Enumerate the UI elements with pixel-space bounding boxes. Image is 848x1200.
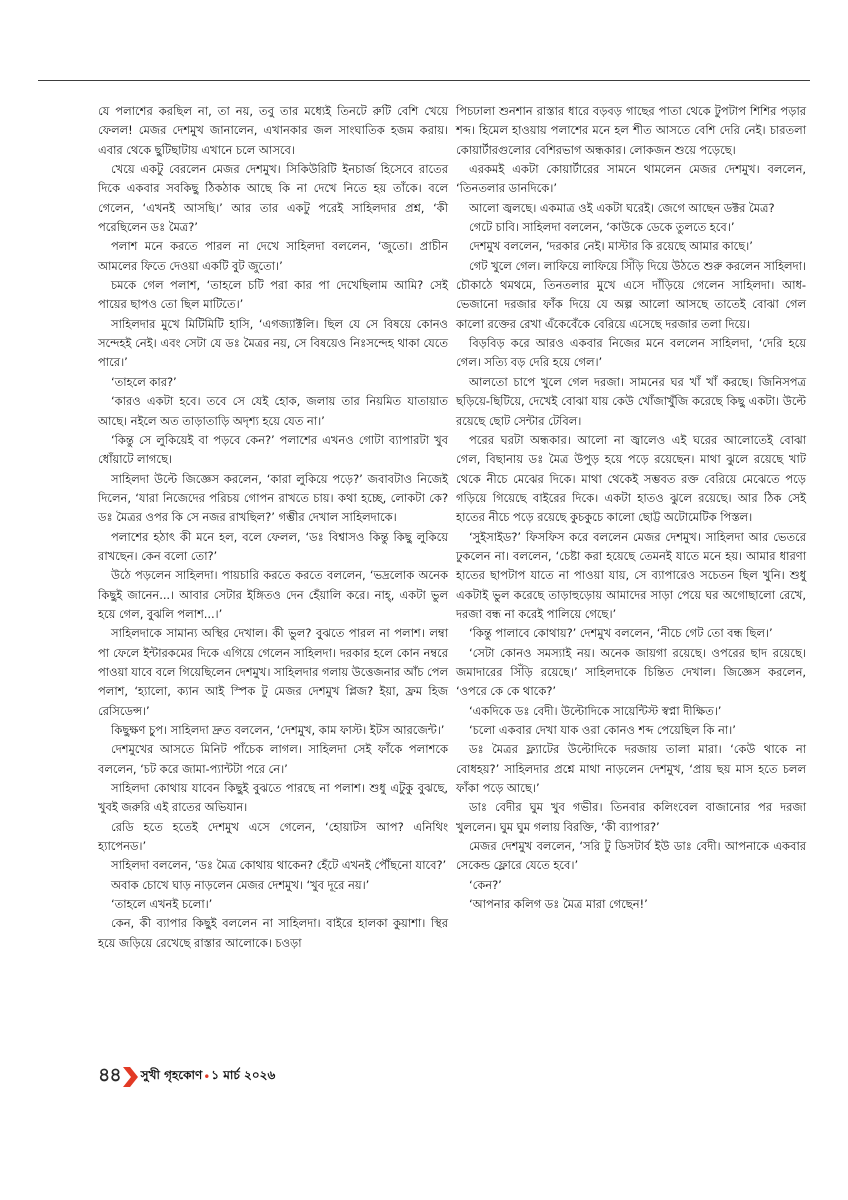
- paragraph: রেডি হতে হতেই দেশমুখ এসে গেলেন, ‘হোয়াটস আপ? এনিথিং হ্যাপেনড।’: [98, 819, 448, 854]
- paragraph: সাহিলদাকে সামান্য অস্থির দেখাল। কী ভুল? বুঝতে পারল না পলাশ। লম্বা পা ফেলে ইন্টারকমের দিকে এগিয়ে গেলেন সাহিলদা। দরকার হলে কোন নম্বরে পাওয়া যাবে বলে গিয়েছিলেন দেশমুখ। সাহিলদার গলায় উত্তেজনার আঁচ পেল পলাশ, ‘হ্যালো, ক্যান আই স্পিক টু মেজর দেশমুখ প্লিজ? ইয়া, ফ্রম হিজ রেসিডেন্স।’: [98, 626, 448, 718]
- chevron-right-icon: [123, 1067, 138, 1087]
- paragraph: গেট খুলে গেল। লাফিয়ে লাফিয়ে সিঁড়ি দিয়ে উঠতে শুরু করলেন সাহিলদা। চৌকাঠে থমথমে, তিনতলার মুখে এসে দাঁড়িয়ে গেলেন সাহিলদা। আধ-ভেজানো দরজার ফাঁক দিয়ে যে অল্প আলো আসছে তাতেই বোঝা গেল কালো রক্তের রেখা এঁকেবেঁকে বেরিয়ে এসেছে দরজার তলা দিয়ে।: [456, 258, 806, 331]
- paragraph: পলাশ মনে করতে পারল না দেখে সাহিলদা বললেন, ‘জুতো। প্রাচীন আমলের ফিতে দেওয়া একটি বুট জুতো।’: [98, 239, 448, 273]
- paragraph: অবাক চোখে ঘাড় নাড়লেন মেজর দেশমুখ। ‘খুব দূরে নয়।’: [111, 877, 370, 892]
- paragraph: দেশমুখের আসতে মিনিট পাঁচেক লাগল। সাহিলদা সেই ফাঁকে পলাশকে বললেন, ‘চট করে জামা-প্যান্টটা পরে নে।’: [98, 742, 448, 776]
- paragraph: ‘সেটা কোনও সমস্যাই নয়। অনেক জায়গা রয়েছে। ওপরের ছাদ রয়েছে। জমাদারের সিঁড়ি রয়েছে।’ সাহিলদাকে চিন্তিত দেখাল। জিজ্ঞেস করলেন, ‘ওপরে কে কে থাকে?’: [456, 645, 806, 699]
- paragraph: ‘কিন্তু পালাবে কোথায়?’ দেশমুখ বললেন, ‘নীচে গেট তো বন্ধ ছিল।’: [469, 626, 773, 641]
- paragraph: পিচঢালা শুনশান রাস্তার ধারে বড়বড় গাছের পাতা থেকে টুপটাপ শিশির পড়ার শব্দ। হিমেল হাওয়ায় পলাশের মনে হল শীত আসতে বেশি দেরি নেই। চারতলা কোয়ার্টারগুলোর বেশিরভাগ অন্ধকার। লোকজন শুয়ে পড়েছে।: [456, 104, 806, 157]
- page-footer: [98, 1066, 275, 1088]
- paragraph: দেশমুখ বললেন, ‘দরকার নেই। মাস্টার কি রয়েছে আমার কাছে।’: [469, 239, 753, 254]
- paragraph: কিছুক্ষণ চুপ। সাহিলদা দ্রুত বললেন, ‘দেশমুখ, কাম ফাস্ট। ইটস আরজেন্ট।’: [111, 723, 445, 737]
- paragraph: চমকে গেল পলাশ, ‘তাহলে চটি পরা কার পা দেখেছিলাম আমি? সেই পায়ের ছাপও তো ছিল মাটিতে।’: [98, 278, 448, 312]
- footer-separator: •: [203, 1070, 211, 1084]
- paragraph: এরকমই একটা কোয়ার্টারের সামনে থামলেন মেজর দেশমুখ। বললেন, ‘তিনতলার ডানদিকে।’: [456, 162, 806, 196]
- paragraph: ‘কারও একটা হবে। তবে সে যেই হোক, জলায় তার নিয়মিত যাতায়াত আছে। নইলে অত তাড়াতাড়ি অদৃশ্য হয়ে যেত না।’: [98, 394, 448, 428]
- paragraph: পরের ঘরটা অন্ধকার। আলো না জ্বালেও এই ঘরের আলোতেই বোঝা গেল, বিছানায় ডঃ মৈত্র উপুড় হয়ে পড়ে রয়েছেন। মাথা ঝুলে রয়েছে খাট থেকে নীচে মেঝের দিকে। মাথা থেকেই সম্ভবত রক্ত বেরিয়ে মেঝেতে পড়ে গড়িয়ে গিয়েছে বাইরের দিকে। একটা হাতও ঝুলে রয়েছে। আর ঠিক সেই হাতের নীচে পড়ে রয়েছে কুচকুচে কালো ছোট্ট অটোমেটিক পিস্তল।: [456, 432, 806, 525]
- paragraph: ‘তাহলে এখনই চলো।’: [111, 897, 213, 912]
- paragraph: ডঃ মৈত্রর ফ্ল্যাটের উল্টোদিকে দরজায় তালা মারা। ‘কেউ থাকে না বোধহয়?’ সাহিলদার প্রশ্নে মাথা নাড়লেন দেশমুখ, ‘প্রায় ছয় মাস হতে চলল ফাঁকা পড়ে আছে।’: [456, 742, 806, 796]
- issue-date: ১ মার্চ ২০২৬: [211, 1068, 276, 1082]
- paragraph: ‘একদিকে ডঃ বেদী। উল্টোদিকে সায়েন্টিস্ট স্বপ্না দীক্ষিত।’: [469, 703, 722, 718]
- paragraph: আলো জ্বলছে। একমাত্র ওই একটা ঘরেই। জেগে আছেন ডক্টর মৈত্র?: [469, 200, 775, 215]
- paragraph: যে পলাশের করছিল না, তা নয়, তবু তার মধ্যেই তিনটে রুটি বেশি খেয়ে ফেলল! মেজর দেশমুখ জানালেন, এখানকার জল সাংঘাতিক হজম করায়। এবার থেকে ছুটিছাটায় এখানে চলে আসবে।: [98, 104, 448, 157]
- paragraph: ‘চলো একবার দেখা যাক ওরা কোনও শব্দ পেয়েছিল কি না।’: [469, 723, 736, 737]
- left-text-column: [98, 102, 448, 953]
- paragraph: গেটে চাবি। সাহিলদা বললেন, ‘কাউকে ডেকে তুলতে হবে।’: [469, 220, 735, 235]
- paragraph: কেন, কী ব্যাপার কিছুই বললেন না সাহিলদা। বাইরে হালকা কুয়াশা। স্থির হয়ে জড়িয়ে রেখেছে রাস্তার আলোকে। চওড়া: [98, 916, 448, 950]
- paragraph: সাহিলদা বললেন, ‘ডঃ মৈত্র কোথায় থাকেন? হেঁটে এখনই পৌঁছনো যাবে?’: [111, 858, 447, 873]
- paragraph: সাহিলদার মুখে মিটিমিটি হাসি, ‘এগজ্যাক্টলি। ছিল যে সে বিষয়ে কোনও সন্দেহই নেই। এবং সেটা যে ডঃ মৈত্রর নয়, সে বিষয়েও নিঃসন্দেহ থাকা যেতে পারে।’: [98, 316, 448, 370]
- paragraph: মেজর দেশমুখ বললেন, ‘সরি টু ডিসটার্ব ইউ ডাঃ বেদী। আপনাকে একবার সেকেন্ড ফ্লোরে যেতে হবে।’: [456, 839, 806, 873]
- page-number: ৪৪: [98, 1064, 121, 1086]
- paragraph: ‘আপনার কলিগ ডঃ মৈত্র মারা গেছেন!’: [469, 897, 648, 912]
- paragraph: ‘কেন?’: [469, 877, 502, 892]
- right-text-column: [456, 102, 806, 914]
- paragraph: ‘সুইসাইড?’ ফিসফিস করে বললেন মেজর দেশমুখ। সাহিলদা আর ভেতরে ঢুকলেন না। বললেন, ‘চেষ্টা করা হয়েছে তেমনই যাতে মনে হয়। আমার ধারণা হাতের ছাপটাপ যাতে না পাওয়া যায়, সে ব্যাপারেও সচেতন ছিল খুনি। শুধু একটাই ভুল করেছে তাড়াহুড়োয় আমাদের সাড়া পেয়ে ঘর অগোছালো রেখে, দরজা বন্ধ না করেই পালিয়ে গেছে।’: [456, 529, 806, 621]
- magazine-name: সুখী গৃহকোণ: [140, 1068, 203, 1082]
- paragraph: পলাশের হঠাৎ কী মনে হল, বলে ফেলল, ‘ডঃ বিশ্বাসও কিন্তু কিছু লুকিয়ে রাখছেন। কেন বলো তো?’: [98, 529, 448, 563]
- paragraph: ডাঃ বেদীর ঘুম খুব গভীর। তিনবার কলিংবেল বাজানোর পর দরজা খুললেন। ঘুম ঘুম গলায় বিরক্তি, ‘কী ব্যাপার?’: [456, 800, 806, 834]
- paragraph: ‘কিন্তু সে লুকিয়েই বা পড়বে কেন?’ পলাশের এখনও গোটা ব্যাপারটা খুব ধোঁয়াটে লাগছে।: [98, 432, 448, 467]
- paragraph: সাহিলদা উল্টে জিজ্ঞেস করলেন, ‘কারা লুকিয়ে পড়ে?’ জবাবটাও নিজেই দিলেন, ‘যারা নিজেদের পরিচয় গোপন রাখতে চায়। কথা হচ্ছে, লোকটা কে? ডঃ মৈত্রর ওপর কি সে নজর রাখছিল?’ গম্ভীর দেখাল সাহিলদাকে।: [98, 471, 448, 525]
- paragraph: উঠে পড়লেন সাহিলদা। পায়চারি করতে করতে বললেন, ‘ভদ্রলোক অনেক কিছুই জানেন...। আবার সেটার ইঙ্গিতও দেন হেঁয়ালি করে। নাহ্‌, একটা ভুল হয়ে গেল, বুঝলি পলাশ...।’: [98, 568, 448, 621]
- paragraph: সাহিলদা কোথায় যাবেন কিছুই বুঝতে পারছে না পলাশ। শুধু এটুকু বুঝছে, খুবই জরুরি এই রাতের অভিযান।: [98, 781, 448, 815]
- paragraph: খেয়ে একটু বেরলেন মেজর দেশমুখ। সিকিউরিটি ইনচার্জ হিসেবে রাতের দিকে একবার সবকিছু ঠিকঠাক আছে কি না দেখে নিতে হয় তাঁকে। বলে গেলেন, ‘এখনই আসছি।’ আর তার একটু পরেই সাহিলদার প্রশ্ন, ‘কী পরেছিলেন ডঃ মৈত্র?’: [98, 162, 448, 235]
- paragraph: বিড়বিড় করে আরও একবার নিজের মনে বললেন সাহিলদা, ‘দেরি হয়ে গেল। সত্যি বড় দেরি হয়ে গেল।’: [456, 336, 806, 370]
- paragraph: ‘তাহলে কার?’: [111, 374, 177, 389]
- header-rule: [38, 80, 810, 81]
- paragraph: আলতো চাপে খুলে গেল দরজা। সামনের ঘর খাঁ খাঁ করছে। জিনিসপত্র ছড়িয়ে-ছিটিয়ে, দেখেই বোঝা যায় কেউ খোঁজাখুঁজি করেছে কিছু একটা। উল্টে রয়েছে ছোট সেন্টার টেবিল।: [456, 374, 806, 428]
